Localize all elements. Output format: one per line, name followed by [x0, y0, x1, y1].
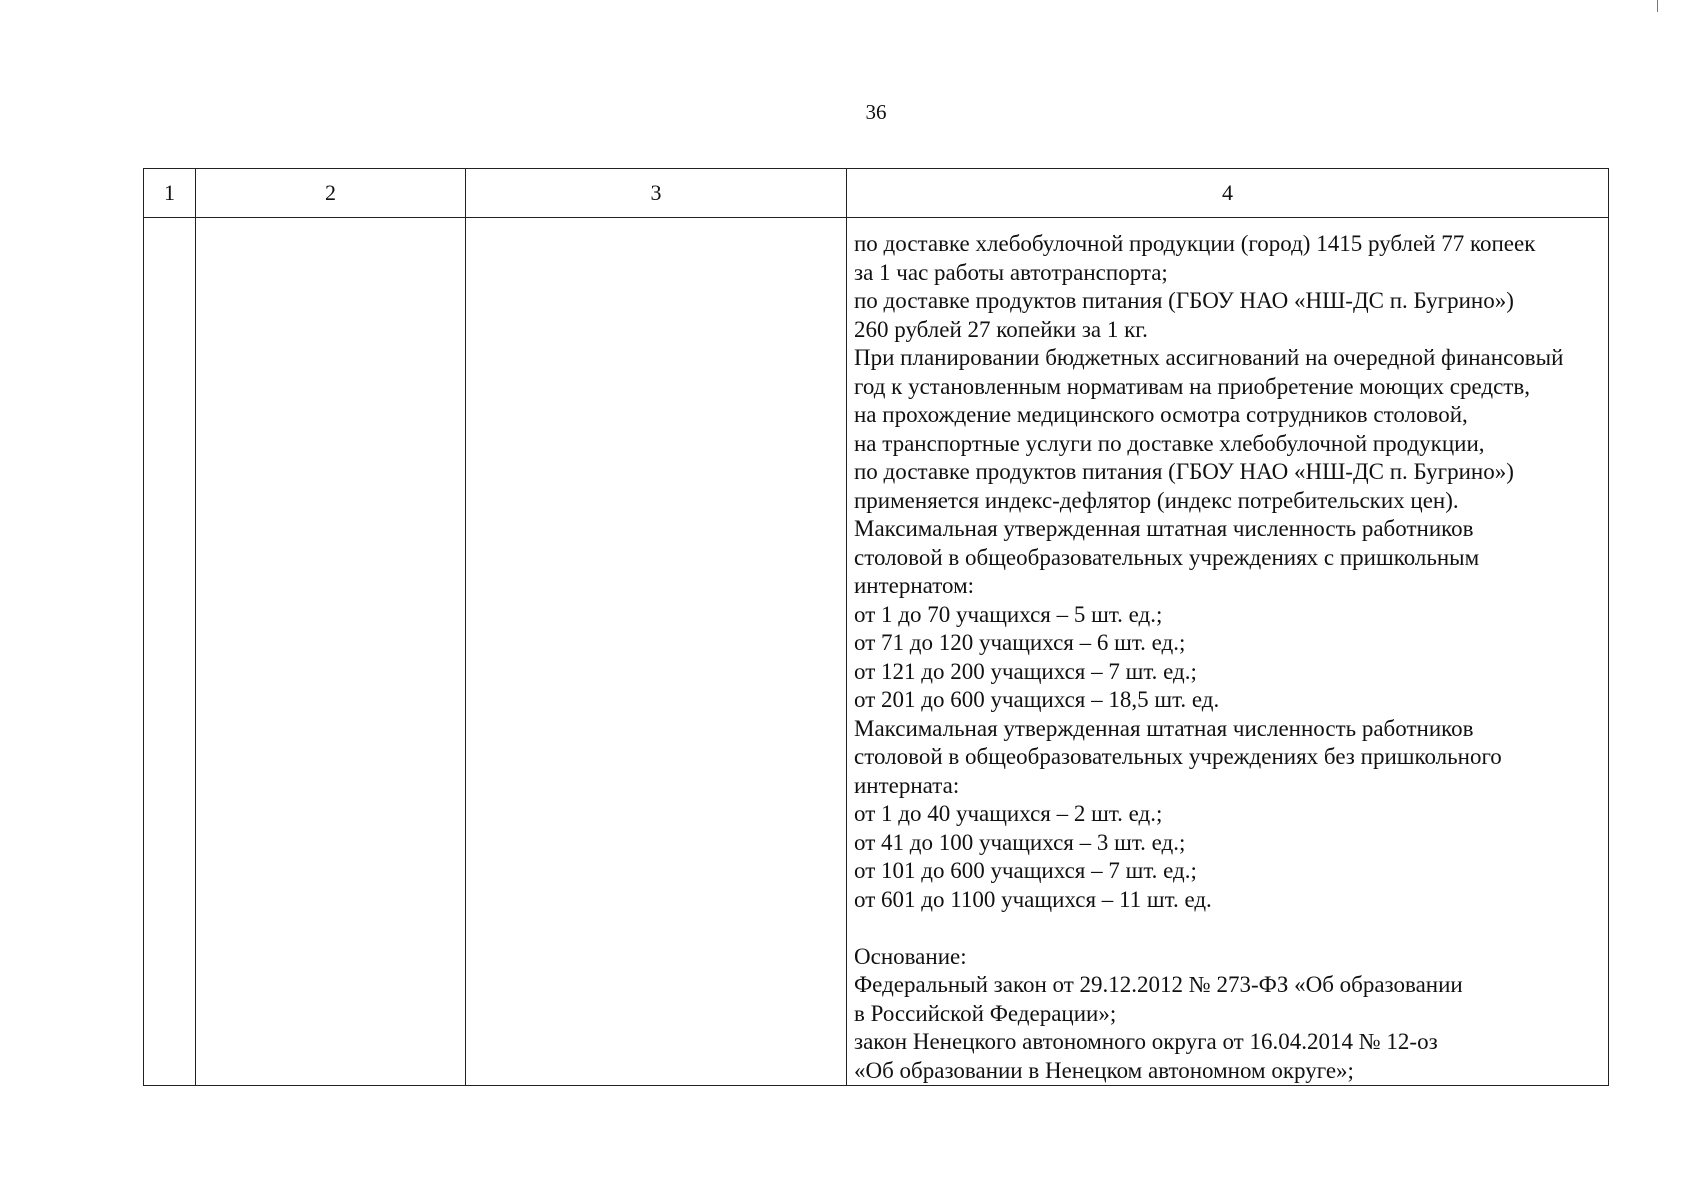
- text-line: от 1 до 40 учащихся – 2 шт. ед.;: [854, 801, 1163, 826]
- column-header-1: 1: [144, 169, 196, 218]
- text-line: по доставке продуктов питания (ГБОУ НАО «НШ-ДС п. Бугрино»): [854, 288, 1514, 313]
- text-line: При планировании бюджетных ассигнований на очередной финансовый: [854, 345, 1564, 370]
- cell-col2: [196, 218, 466, 1086]
- text-line: столовой в общеобразовательных учреждениях с пришкольным: [854, 544, 1480, 570]
- text-line: от 101 до 600 учащихся – 7 шт. ед.;: [854, 858, 1197, 883]
- edge-mark: [1657, 0, 1658, 12]
- text-line: [854, 914, 1604, 943]
- text-line: от 71 до 120 учащихся – 6 шт. ед.;: [854, 630, 1186, 655]
- cell-col1: [144, 218, 196, 1086]
- text-line: по доставке хлебобулочной продукции (город) 1415 рублей 77 копеек: [854, 231, 1536, 256]
- text-line: Максимальная утвержденная штатная численность работников: [854, 516, 1474, 541]
- text-line: интерната:: [854, 772, 960, 798]
- text-line: по доставке продуктов питания (ГБОУ НАО «НШ-ДС п. Бугрино»): [854, 459, 1514, 484]
- text-line: от 41 до 100 учащихся – 3 шт. ед.;: [854, 829, 1186, 855]
- text-line: «Об образовании в Ненецком автономном округе»;: [854, 1057, 1354, 1083]
- text-line: Федеральный закон от 29.12.2012 № 273-ФЗ «Об образовании: [854, 972, 1463, 997]
- text-line: на транспортные услуги по доставке хлебобулочной продукции,: [854, 430, 1485, 456]
- text-line: за 1 час работы автотранспорта;: [854, 259, 1168, 285]
- page-number: 36: [865, 100, 887, 124]
- text-line: применяется индекс-дефлятор (индекс потребительских цен).: [854, 487, 1459, 513]
- text-line: от 201 до 600 учащихся – 18,5 шт. ед.: [854, 687, 1220, 712]
- column-header-2: 2: [196, 169, 466, 218]
- column-header-4: 4: [847, 169, 1609, 218]
- text-line: 260 рублей 27 копейки за 1 кг.: [854, 316, 1148, 342]
- text-line: от 601 до 1100 учащихся – 11 шт. ед.: [854, 886, 1212, 912]
- cell-col4: [847, 218, 1609, 1086]
- document-table: [143, 168, 1609, 1086]
- text-line: от 1 до 70 учащихся – 5 шт. ед.;: [854, 601, 1163, 627]
- text-line: закон Ненецкого автономного округа от 16.04.2014 № 12-оз: [854, 1029, 1438, 1054]
- text-line: Максимальная утвержденная штатная численность работников: [854, 715, 1474, 741]
- text-line: интернатом:: [854, 573, 975, 598]
- column-header-3: 3: [466, 169, 847, 218]
- cell-col4-text: [847, 218, 1608, 1085]
- table-header-row: [144, 169, 1609, 218]
- text-line: Основание:: [854, 943, 967, 969]
- text-line: в Российской Федерации»;: [854, 1000, 1117, 1026]
- text-line: год к установленным нормативам на приобретение моющих средств,: [854, 373, 1530, 399]
- text-line: на прохождение медицинского осмотра сотрудников столовой,: [854, 402, 1468, 427]
- text-line: от 121 до 200 учащихся – 7 шт. ед.;: [854, 658, 1197, 684]
- table-row: [144, 218, 1609, 1086]
- text-line: столовой в общеобразовательных учреждениях без пришкольного: [854, 744, 1502, 769]
- cell-col3: [466, 218, 847, 1086]
